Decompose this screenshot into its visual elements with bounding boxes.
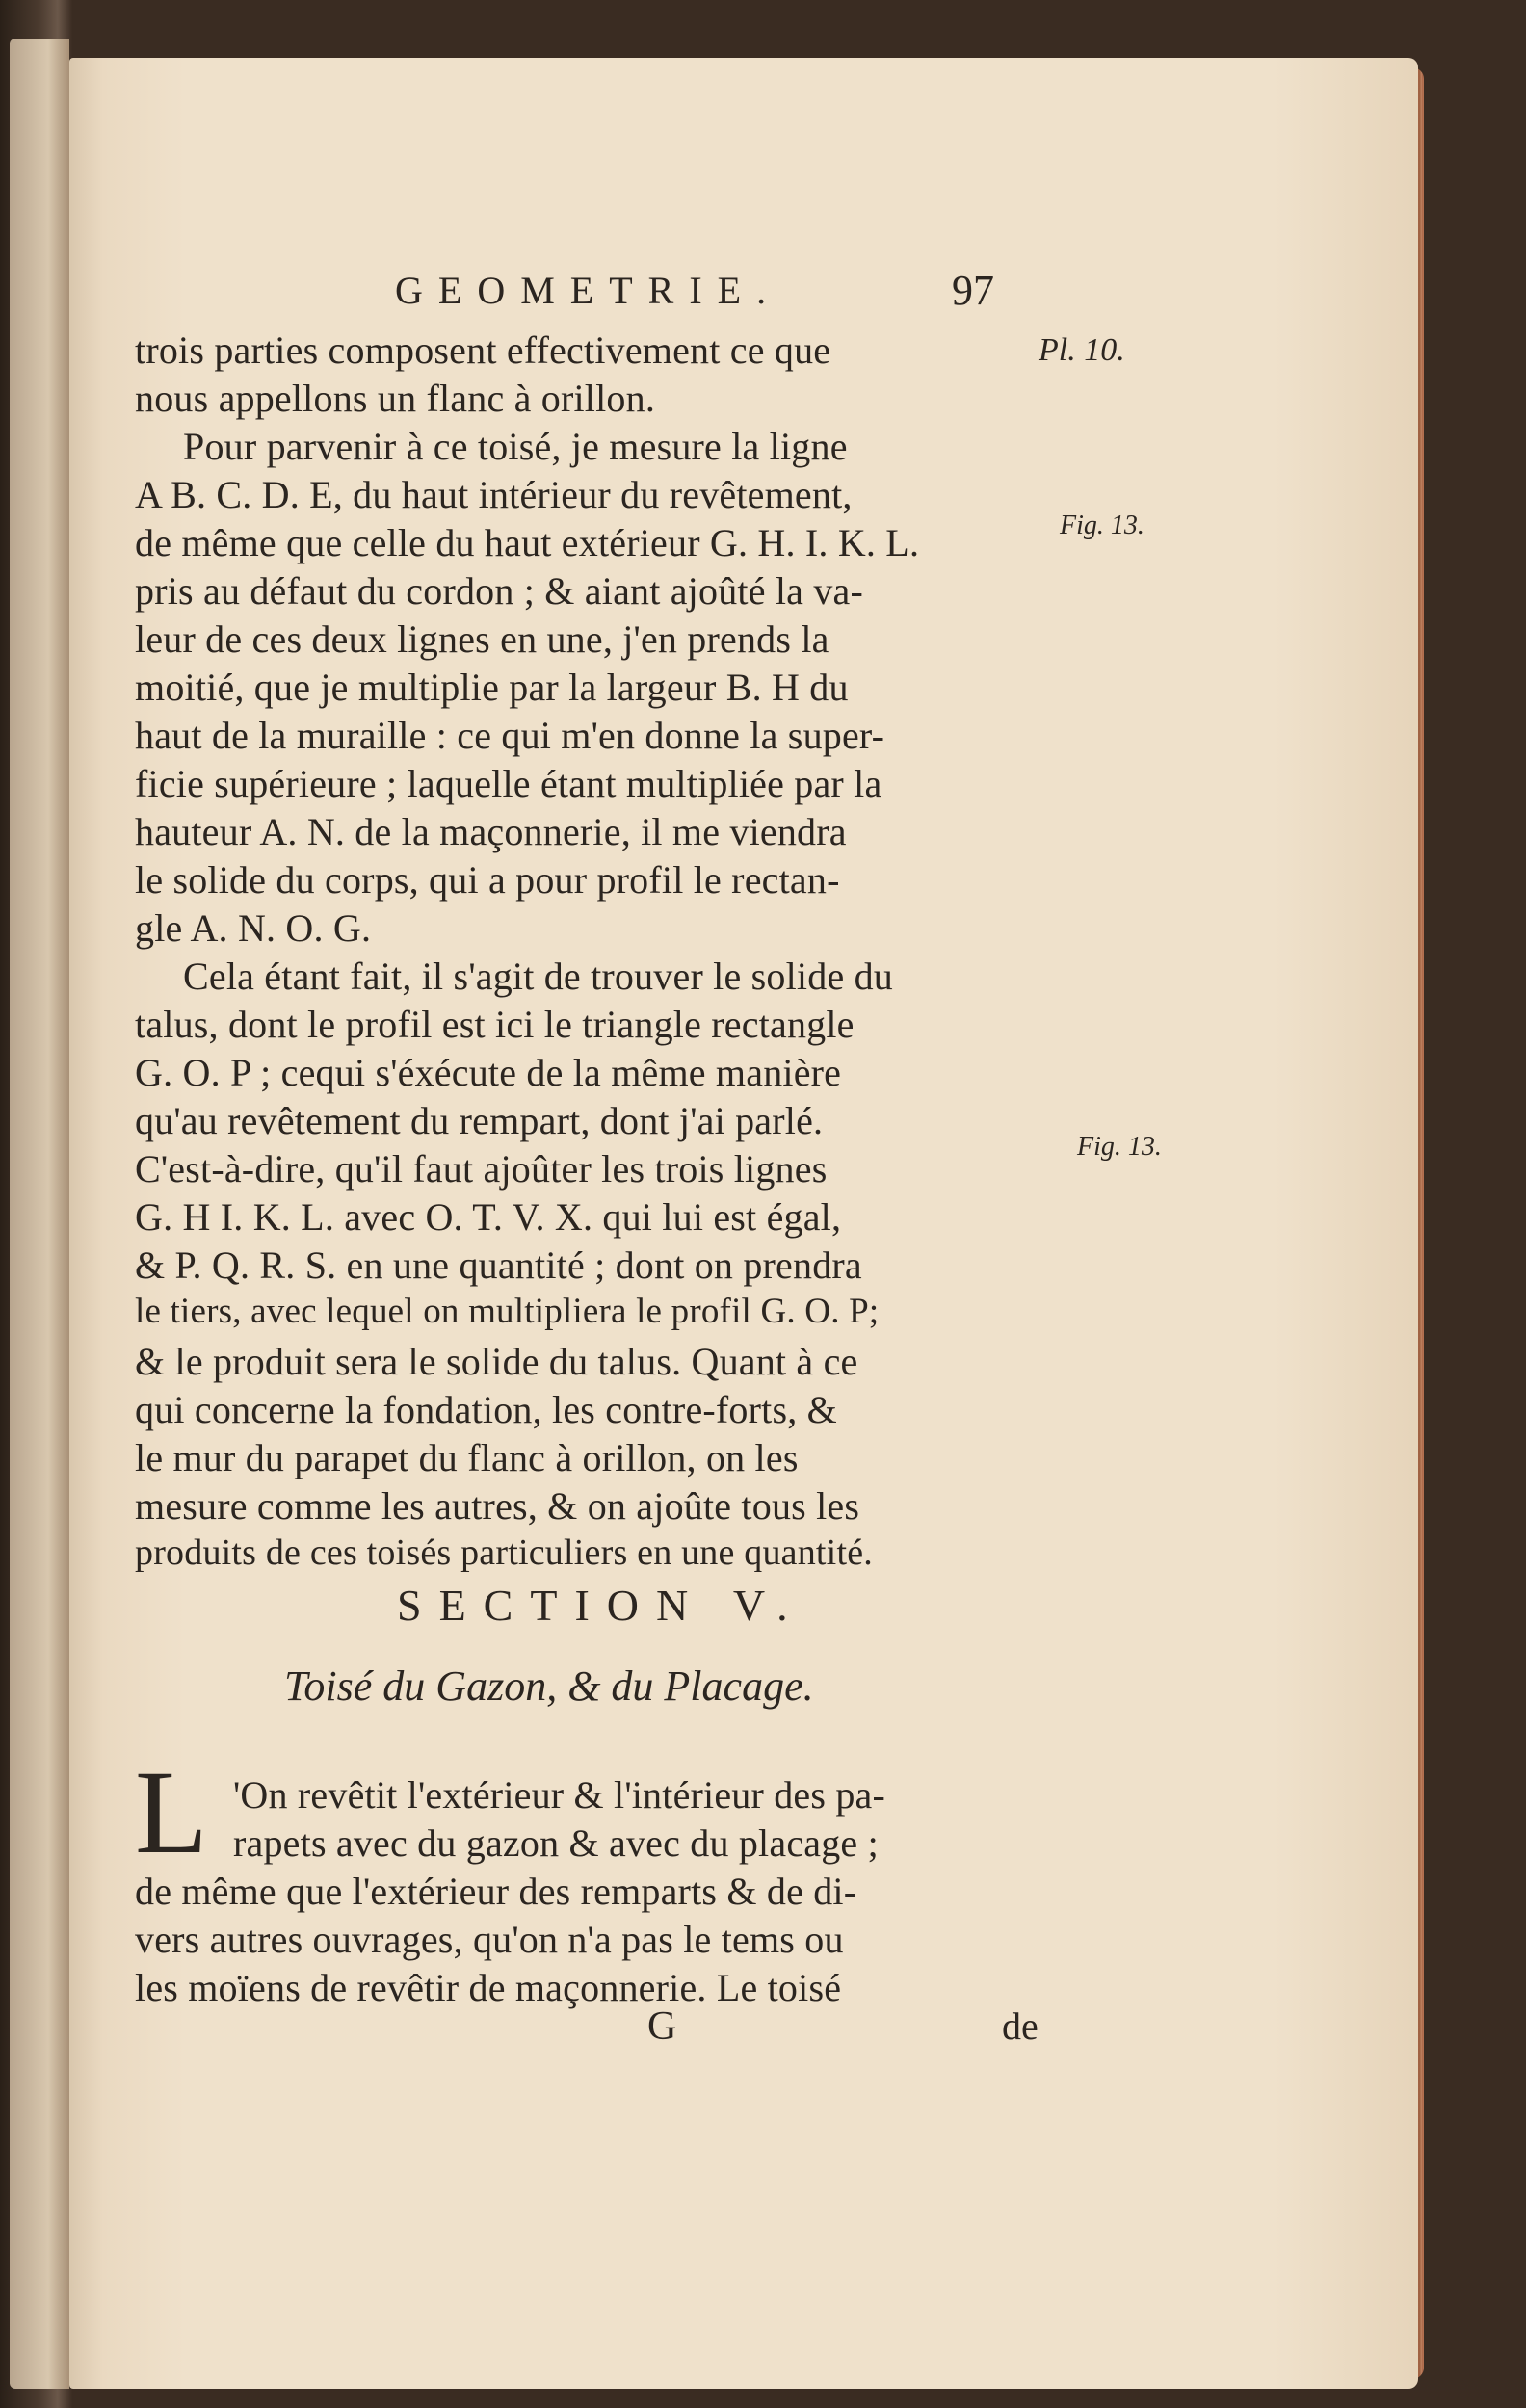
- text-line: 'On revêtit l'extérieur & l'intérieur des pa-: [233, 1773, 886, 1817]
- text-line: gle A. N. O. G.: [135, 906, 372, 950]
- margin-note-figure: Fig. 13.: [1077, 1132, 1162, 1162]
- text-line: le tiers, avec lequel on multipliera le profil G. O. P;: [135, 1292, 880, 1331]
- text-line: Pour parvenir à ce toisé, je mesure la ligne: [183, 425, 848, 468]
- text-line: mesure comme les autres, & on ajoûte tous les: [135, 1484, 860, 1528]
- text-line: moitié, que je multiplie par la largeur B. H du: [135, 666, 849, 709]
- text-line: ficie supérieure ; laquelle étant multipliée par la: [135, 762, 882, 805]
- text-line: de même que l'extérieur des remparts & de di-: [135, 1870, 857, 1913]
- text-line: talus, dont le profil est ici le triangle rectangle: [135, 1003, 855, 1046]
- signature-mark: G: [647, 2004, 677, 2049]
- text-line: qui concerne la fondation, les contre-forts, &: [135, 1388, 837, 1431]
- section-subheading: Toisé du Gazon, & du Placage.: [284, 1662, 814, 1710]
- text-line: vers autres ouvrages, qu'on n'a pas le tems ou: [135, 1918, 844, 1961]
- catchword: de: [1002, 2004, 1039, 2048]
- text-line: Cela étant fait, il s'agit de trouver le solide du: [183, 955, 893, 998]
- running-head: GEOMETRIE.: [395, 269, 782, 312]
- text-line: trois parties composent effectivement ce que: [135, 328, 831, 372]
- page-number: 97: [952, 267, 994, 314]
- text-line: produits de ces toisés particuliers en une quantité.: [135, 1532, 873, 1573]
- text-line: de même que celle du haut extérieur G. H. I. K. L.: [135, 521, 920, 564]
- text-line: leur de ces deux lignes en une, j'en prends la: [135, 617, 829, 661]
- text-line: les moïens de revêtir de maçonnerie. Le toisé: [135, 1966, 842, 2009]
- text-line: nous appellons un flanc à orillon.: [135, 377, 656, 420]
- text-line: rapets avec du gazon & avec du placage ;: [233, 1821, 879, 1865]
- margin-note-plate: Pl. 10.: [1039, 332, 1125, 368]
- text-line: & le produit sera le solide du talus. Quant à ce: [135, 1340, 858, 1383]
- text-line: & P. Q. R. S. en une quantité ; dont on prendra: [135, 1243, 862, 1287]
- text-line: C'est-à-dire, qu'il faut ajoûter les trois lignes: [135, 1147, 828, 1191]
- text-line: A B. C. D. E, du haut intérieur du revêtement,: [135, 473, 853, 516]
- text-line: le mur du parapet du flanc à orillon, on les: [135, 1436, 799, 1479]
- text-line: haut de la muraille : ce qui m'en donne la super-: [135, 714, 885, 757]
- left-page-edge: [10, 39, 69, 2389]
- section-heading: SECTION V.: [397, 1581, 805, 1630]
- text-line: hauteur A. N. de la maçonnerie, il me viendra: [135, 810, 847, 853]
- text-line: G. H I. K. L. avec O. T. V. X. qui lui est égal,: [135, 1195, 842, 1239]
- drop-cap: L: [135, 1746, 208, 1878]
- text-line: G. O. P ; cequi s'éxécute de la même manière: [135, 1051, 842, 1094]
- margin-note-figure: Fig. 13.: [1060, 510, 1144, 540]
- text-line: pris au défaut du cordon ; & aiant ajoûté la va-: [135, 569, 864, 613]
- text-line: qu'au revêtement du rempart, dont j'ai parlé.: [135, 1099, 824, 1142]
- text-line: le solide du corps, qui a pour profil le rectan-: [135, 858, 840, 902]
